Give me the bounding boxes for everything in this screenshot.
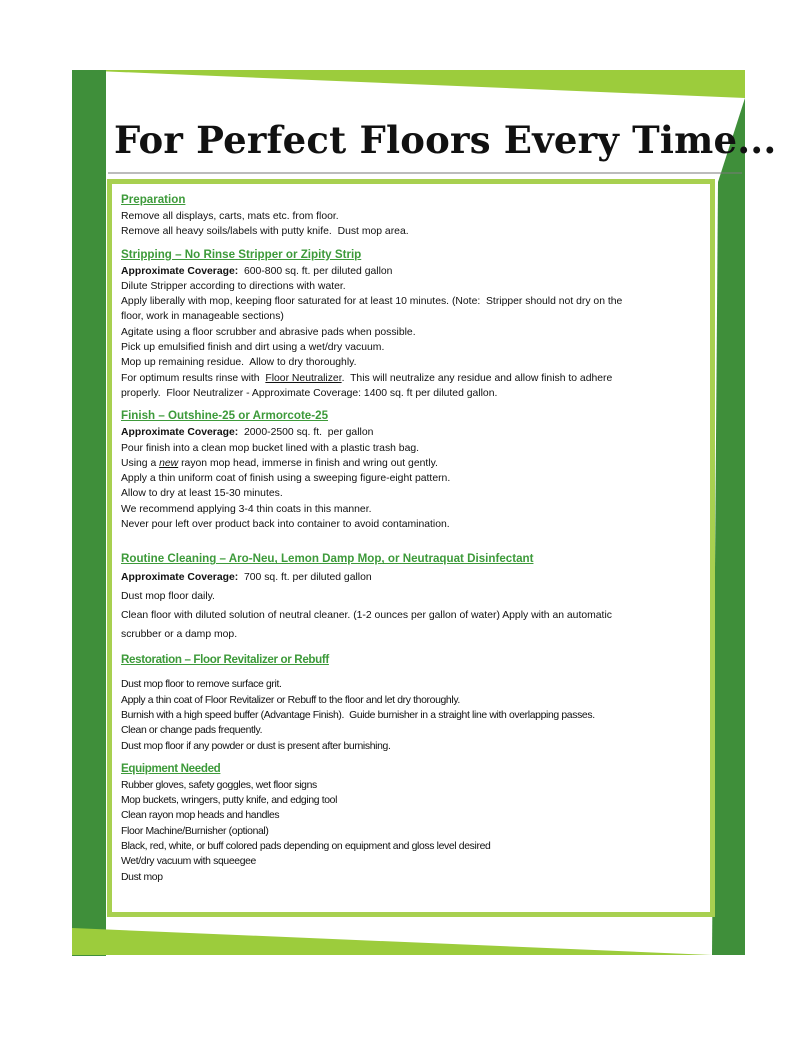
text-line: Remove all heavy soils/labels with putty knife. Dust mop area. xyxy=(121,226,409,238)
coverage-label: Approximate Coverage: xyxy=(121,265,239,277)
text-line: Apply a thin coat of Floor Revitalizer or Rebuff to the floor and let dry thoroughly. xyxy=(121,694,460,706)
rinse-text: For optimum results rinse with xyxy=(121,372,266,384)
text-line: Remove all displays, carts, mats etc. from floor. xyxy=(121,211,339,222)
text-line xyxy=(121,456,691,471)
text-line: Apply a thin uniform coat of finish using a sweeping figure-eight pattern. xyxy=(121,473,451,485)
coverage-line xyxy=(121,425,691,440)
text-line xyxy=(121,371,691,386)
coverage-value: 600-800 sq. ft. per diluted gallon xyxy=(238,265,393,277)
text-line: Mop up remaining residue. Allow to dry thoroughly. xyxy=(121,357,357,369)
text-line: Dust mop floor if any powder or dust is present after burnishing. xyxy=(121,740,391,752)
section-heading: Preparation xyxy=(121,193,186,206)
page-title: For Perfect Floors Every Time... xyxy=(114,118,777,162)
rinse-text: . This will neutralize any residue and allow finish to adhere xyxy=(341,372,613,384)
coverage-value: 2000-2500 sq. ft. per gallon xyxy=(238,427,374,439)
coverage-value: 700 sq. ft. per diluted gallon xyxy=(238,572,372,584)
section-restoration xyxy=(121,652,691,753)
section-heading: Equipment Needed xyxy=(121,761,221,775)
coverage-label: Approximate Coverage: xyxy=(121,572,239,584)
coverage-line xyxy=(121,264,691,279)
text-line: Pour finish into a clean mop bucket lined with a plastic trash bag. xyxy=(121,442,420,454)
list-item: Black, red, white, or buff colored pads depending on equipment and gloss level desired xyxy=(121,841,491,853)
section-heading: Routine Cleaning – Aro-Neu, Lemon Damp Mop, or Neutraquat Disinfectant xyxy=(121,552,534,566)
coverage-label: Approximate Coverage: xyxy=(121,427,239,439)
section-finish xyxy=(121,408,691,532)
list-item: Wet/dry vacuum with squeegee xyxy=(121,856,256,868)
text-line: properly. Floor Neutralizer - Approximate Coverage: 1400 sq. ft per diluted gallon. xyxy=(121,387,498,399)
content-frame xyxy=(121,192,691,885)
section-heading: Stripping – No Rinse Stripper or Zipity Strip xyxy=(121,247,362,261)
list-item: Rubber gloves, safety goggles, wet floor signs xyxy=(121,779,317,791)
coverage-line xyxy=(121,568,691,587)
text-fragment: rayon mop head, immerse in finish and wring out gently. xyxy=(178,457,438,469)
section-stripping xyxy=(121,247,691,402)
text-line: Dilute Stripper according to directions with water. xyxy=(121,280,346,292)
text-line: scrubber or a damp mop. xyxy=(121,629,238,641)
text-line: Clean or change pads frequently. xyxy=(121,725,263,737)
text-line: floor, work in manageable sections) xyxy=(121,311,284,323)
floor-neutralizer-link: Floor Neutralizer xyxy=(265,372,342,384)
text-fragment: Using a xyxy=(121,457,160,469)
text-line: Never pour left over product back into container to avoid contamination. xyxy=(121,519,450,531)
text-line: Dust mop floor daily. xyxy=(121,591,215,603)
text-line: Allow to dry at least 15-30 minutes. xyxy=(121,488,283,500)
text-line: Apply liberally with mop, keeping floor saturated for at least 10 minutes. (Note: Stripper should not dry on the xyxy=(121,296,623,308)
text-line: Dust mop floor to remove surface grit. xyxy=(121,679,282,691)
list-item: Clean rayon mop heads and handles xyxy=(121,810,280,822)
emphasis-new: new xyxy=(159,457,179,469)
text-line: Clean floor with diluted solution of neutral cleaner. (1-2 ounces per gallon of water) Apply with an automatic xyxy=(121,610,612,622)
section-equipment xyxy=(121,761,691,885)
section-preparation xyxy=(121,192,691,240)
list-item: Floor Machine/Burnisher (optional) xyxy=(121,825,269,837)
list-item: Mop buckets, wringers, putty knife, and edging tool xyxy=(121,795,338,807)
section-heading: Restoration – Floor Revitalizer or Rebuff xyxy=(121,653,329,667)
list-item: Dust mop xyxy=(121,871,163,883)
text-line: Pick up emulsified finish and dirt using a wet/dry vacuum. xyxy=(121,342,385,354)
section-heading: Finish – Outshine-25 or Armorcote-25 xyxy=(121,409,329,423)
text-line: We recommend applying 3-4 thin coats in this manner. xyxy=(121,503,372,515)
text-line: Agitate using a floor scrubber and abrasive pads when possible. xyxy=(121,326,416,338)
text-line: Burnish with a high speed buffer (Advantage Finish). Guide burnisher in a straight line with overlapping passes. xyxy=(121,709,595,721)
section-routine-cleaning xyxy=(121,551,691,644)
